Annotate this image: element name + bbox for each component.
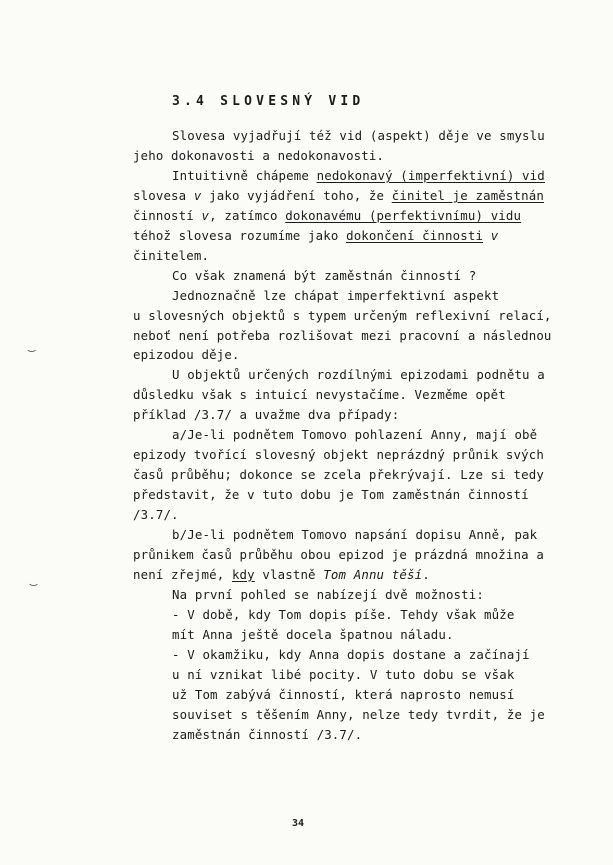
text-line [133,347,240,363]
text-span: v [201,207,210,223]
text-line [172,527,537,543]
text-span: činností [133,207,202,223]
text-span: /3.7/. [133,507,179,523]
text-span: Tom Annu těší [323,566,423,582]
text-span: Na první pohled se nabízejí dvě možnosti: [172,586,485,602]
text-span: epizodou děje. [133,347,240,363]
text-line [133,407,399,423]
text-line [133,387,506,403]
text-span: a/Je-li podnětem Tomovo pohlazení Anny, mají obě [172,427,538,443]
text-line [133,248,209,264]
text-line [133,148,384,164]
scan-mark: ‿ [28,338,36,352]
text-line [172,687,514,703]
text-span: Intuitivně chápeme [172,167,317,183]
text-line [172,288,499,304]
text-span: b/Je-li podnětem Tomovo napsání dopisu Anně, pak [172,527,538,542]
text-span: - V okamžiku, kdy Anna dopis dostane a začínají [172,646,530,662]
text-line [172,727,362,743]
text-span: vlastně [254,566,324,582]
text-span: činitelem. [133,247,210,263]
text-line [133,507,179,523]
text-span: souviset s těšením Anny, nelze tedy tvrdit, že je [172,706,545,722]
text-span: dokonavému (perfektivnímu) vidu [285,207,522,223]
text-span: není zřejmé, [133,566,232,582]
text-line [133,228,498,244]
text-line [133,308,552,324]
text-span: nedokonavý (imperfektivní) vid [316,167,545,183]
text-span: . [422,566,430,582]
text-span: U objektů určených rozdílnými epizodami podnětu a [172,367,545,383]
page-number: 34 [292,818,305,829]
text-span: , zatímco [209,207,286,223]
text-line [172,627,454,643]
text-line [172,268,476,284]
text-span: dokončení činnosti [346,227,484,243]
text-line [133,447,544,463]
text-line [172,128,545,144]
text-span: Co však znamená být zaměstnán činností ? [172,267,477,283]
text-span: u ní vznikat libé pocity. V tuto dobu se však [172,666,515,682]
text-line [133,208,521,224]
text-span: příklad /3.7/ a uvažme dva případy: [133,407,400,423]
text-line [172,707,545,723]
text-span: mít Anna ještě docela špatnou náladu. [172,626,454,642]
text-line [172,367,545,383]
text-span: slovesa [133,187,194,203]
text-line [133,487,529,503]
text-line [133,467,544,483]
text-span: už Tom zabývá činností, která naprosto nemusí [172,686,515,702]
text-span: kdy [231,566,255,582]
text-line [172,427,537,443]
text-span: v [490,227,499,243]
text-line [133,547,544,563]
text-line [172,667,514,683]
scan-mark: ‿ [30,572,38,586]
text-line [133,188,544,204]
text-line [172,647,530,663]
text-span: důsledku však s intuicí nevystačíme. Vezměme opět [133,387,506,403]
text-line [133,567,430,583]
text-line [172,607,514,623]
text-line [172,168,545,184]
text-span: Slovesa vyjadřují též vid (aspekt) děje ve smyslu [172,128,545,143]
text-span: činitel je zaměstnán [391,187,544,203]
text-line [133,328,552,344]
section-heading: 3.4 SLOVESNÝ VID [172,94,365,109]
text-span: průnikem časů průběhu obou epizod je prázdná množina a [133,546,544,562]
text-span [483,228,491,243]
text-span: neboť není potřeba rozlišovat mezi pracovní a následnou [133,327,552,343]
text-span: představit, že v tuto dobu je Tom zaměstnán činností [133,487,529,503]
text-span: zaměstnán činností /3.7/. [172,726,363,742]
text-span: jeho dokonavosti a nedokonavosti. [133,147,385,163]
text-span: téhož slovesa rozumíme jako [133,227,347,243]
text-span: - V době, kdy Tom dopis píše. Tehdy však může [172,606,515,622]
text-span: v [193,187,202,203]
text-span: u slovesných objektů s typem určeným reflexivní relací, [133,307,552,323]
text-span: epizody tvořící slovesný objekt neprázdný průnik svých [133,447,544,463]
text-span: časů průběhu; dokonce se zcela překrývají. Lze si tedy [133,467,544,483]
text-line [172,587,484,603]
text-span: jako vyjádření toho, že [201,187,392,203]
text-span: Jednoznačně lze chápat imperfektivní aspekt [172,287,500,303]
